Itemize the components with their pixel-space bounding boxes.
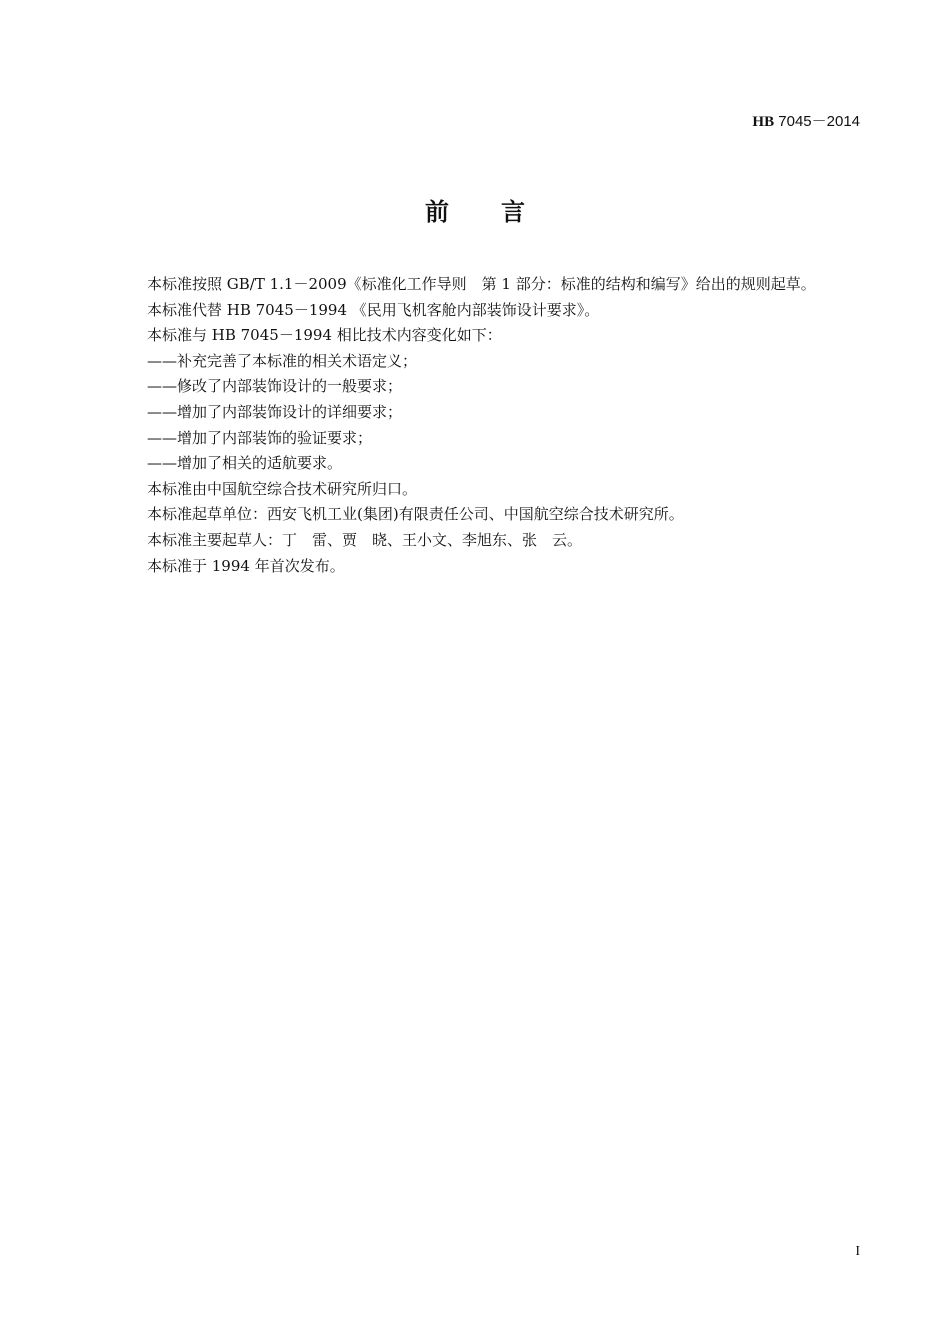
foreword-line-change-item: ——修改了内部装饰设计的一般要求； (147, 377, 403, 396)
foreword-line-replaces: 本标准代替 HB 7045－1994 《民用飞机客舱内部装饰设计要求》。 (147, 300, 600, 319)
foreword-line-change-item: ——增加了内部装饰设计的详细要求； (147, 402, 403, 421)
foreword-line-drafting-rules: 本标准按照 GB/T 1.1－2009《标准化工作导则 第 1 部分：标准的结构和编写》给出的规则起草。 (147, 275, 816, 293)
foreword-line-changes-intro: 本标准与 HB 7045－1994 相比技术内容变化如下： (147, 326, 502, 345)
foreword-line-drafters: 本标准主要起草人：丁 雷、贾 晓、王小文、李旭东、张 云。 (147, 530, 583, 549)
foreword-line-change-item: ——补充完善了本标准的相关术语定义； (147, 351, 418, 370)
foreword-line-first-release: 本标准于 1994 年首次发布。 (147, 556, 345, 575)
page-title-char-2: 言 (501, 198, 525, 226)
foreword-line-proposer: 本标准由中国航空综合技术研究所归口。 (147, 479, 418, 498)
document-code-prefix: HB (752, 114, 775, 130)
page-title-char-1: 前 (425, 198, 449, 226)
page-number: I (855, 1244, 860, 1259)
foreword-line-change-item: ——增加了相关的适航要求。 (147, 454, 343, 473)
document-code-number: 7045－2014 (774, 113, 860, 130)
page-title (0, 192, 950, 227)
document-code (752, 110, 860, 131)
foreword-line-change-item: ——增加了内部装饰的验证要求； (147, 428, 373, 447)
foreword-line-drafting-units: 本标准起草单位：西安飞机工业(集团)有限责任公司、中国航空综合技术研究所。 (147, 505, 684, 524)
foreword-body (147, 272, 867, 579)
